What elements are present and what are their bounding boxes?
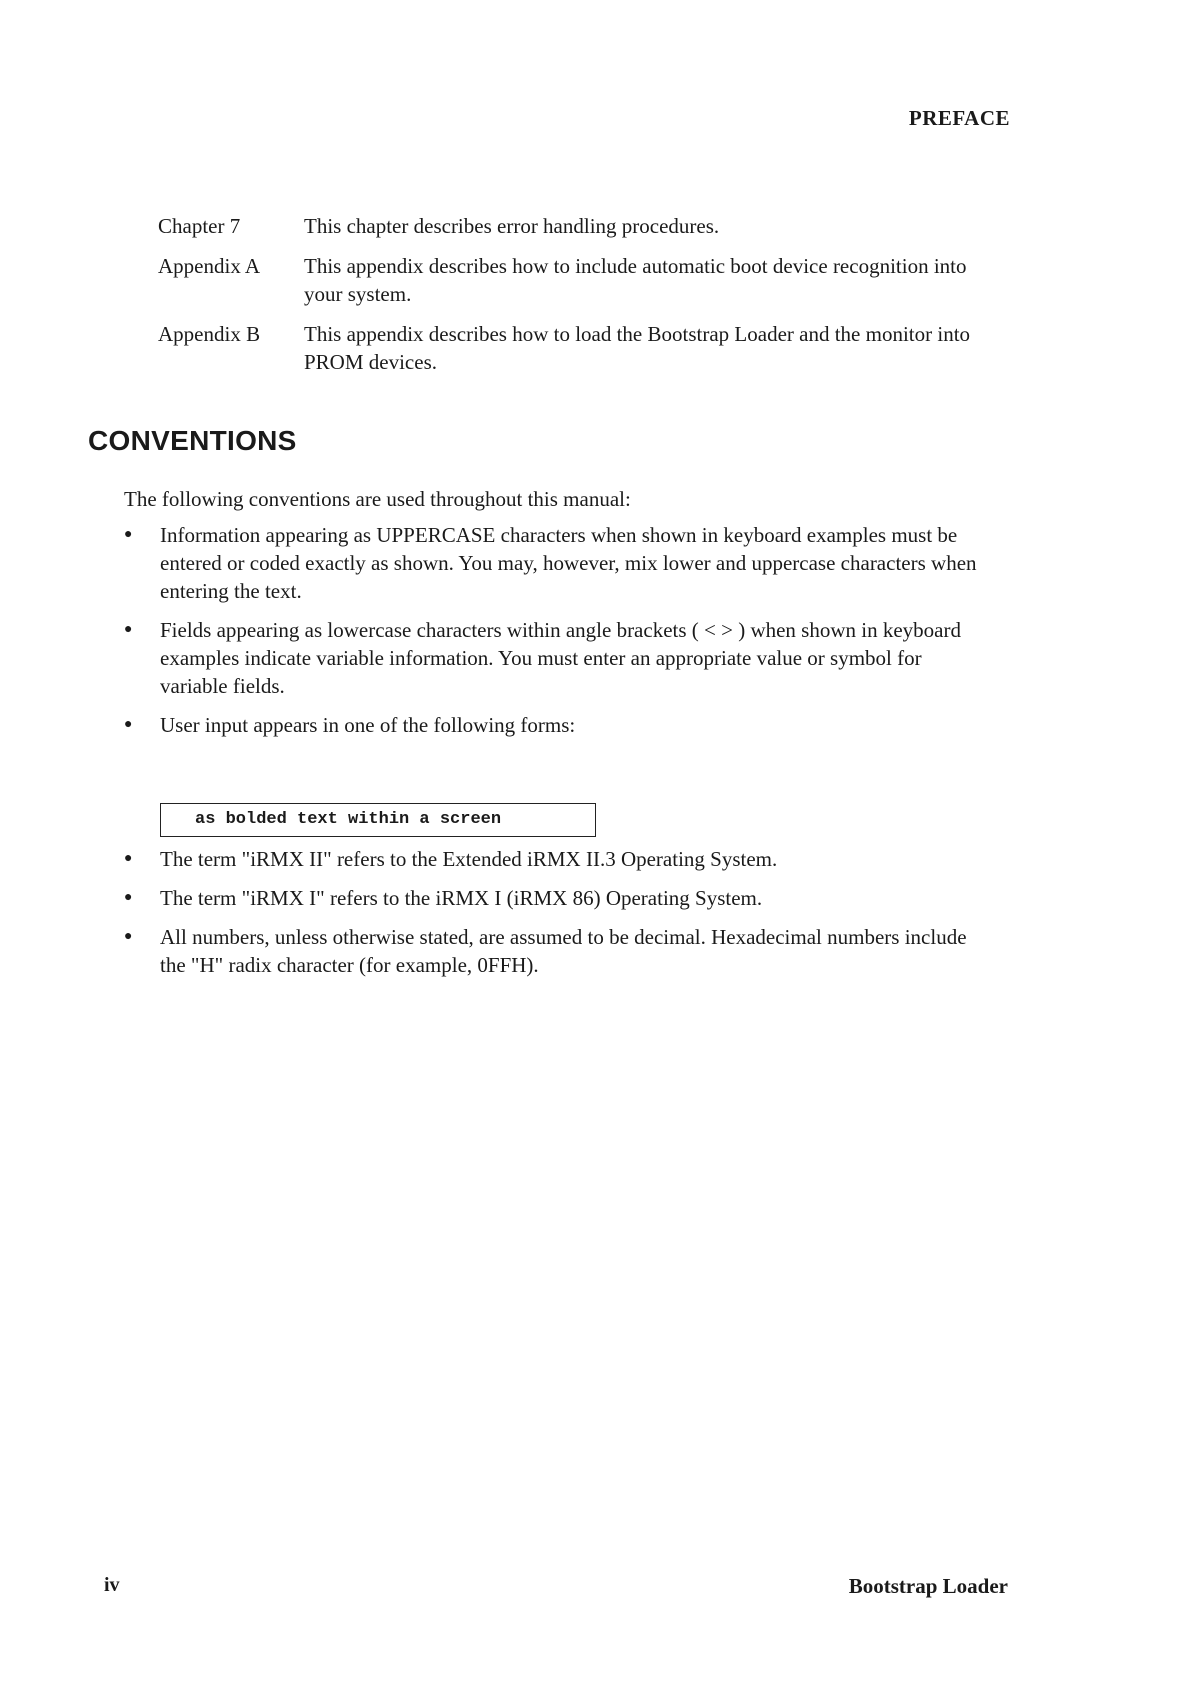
chapter-label: Appendix B (158, 322, 261, 346)
chapter-description: This chapter describes error handling procedures. (304, 214, 720, 238)
chapter-row (158, 252, 978, 308)
list-item (124, 521, 984, 605)
bullet-text: User input appears in one of the following forms: (160, 713, 576, 737)
list-item (124, 845, 984, 873)
bullet-list-after-screen (124, 845, 984, 990)
list-item (124, 616, 984, 700)
screen-example-text: as bolded text within a screen (195, 810, 502, 829)
chapter-label: Appendix A (158, 254, 261, 278)
page-header-title: PREFACE (908, 106, 1010, 130)
bullet-text: The term "iRMX I" refers to the iRMX I (iRMX 86) Operating System. (160, 886, 763, 910)
bullet-icon: ● (124, 929, 133, 944)
conventions-intro: The following conventions are used throughout this manual: (124, 487, 631, 511)
bullet-list-before-screen (124, 521, 984, 750)
footer-page-number: iv (104, 1574, 120, 1596)
list-item (124, 923, 984, 979)
chapter-description: This appendix describes how to include automatic boot device recognition into your system. (304, 254, 967, 306)
list-item (124, 884, 984, 912)
section-heading-conventions: CONVENTIONS (88, 425, 297, 456)
bullet-icon: ● (124, 851, 133, 866)
chapter-table (158, 212, 978, 388)
bullet-icon: ● (124, 890, 133, 905)
bullet-icon: ● (124, 717, 133, 732)
chapter-label: Chapter 7 (158, 214, 241, 238)
chapter-row (158, 320, 978, 376)
bullet-text: Information appearing as UPPERCASE characters when shown in keyboard examples must be entered or coded exactly as shown. You may, however, mix lower and uppercase characters when entering the text. (160, 523, 977, 603)
footer-manual-title: Bootstrap Loader (848, 1574, 1008, 1598)
bullet-text: The term "iRMX II" refers to the Extended iRMX II.3 Operating System. (160, 847, 778, 871)
chapter-row (158, 212, 978, 240)
screen-example-box (160, 803, 596, 837)
list-item (124, 711, 984, 739)
bullet-text: All numbers, unless otherwise stated, are assumed to be decimal. Hexadecimal numbers include the "H" radix character (for example, 0FFH). (160, 925, 967, 977)
bullet-text: Fields appearing as lowercase characters within angle brackets ( < > ) when shown in keyboard examples indicate variable information. You must enter an appropriate value or symbol for variable fields. (160, 618, 961, 698)
bullet-icon: ● (124, 622, 133, 637)
bullet-icon: ● (124, 527, 133, 542)
chapter-description: This appendix describes how to load the Bootstrap Loader and the monitor into PROM devices. (304, 322, 971, 374)
